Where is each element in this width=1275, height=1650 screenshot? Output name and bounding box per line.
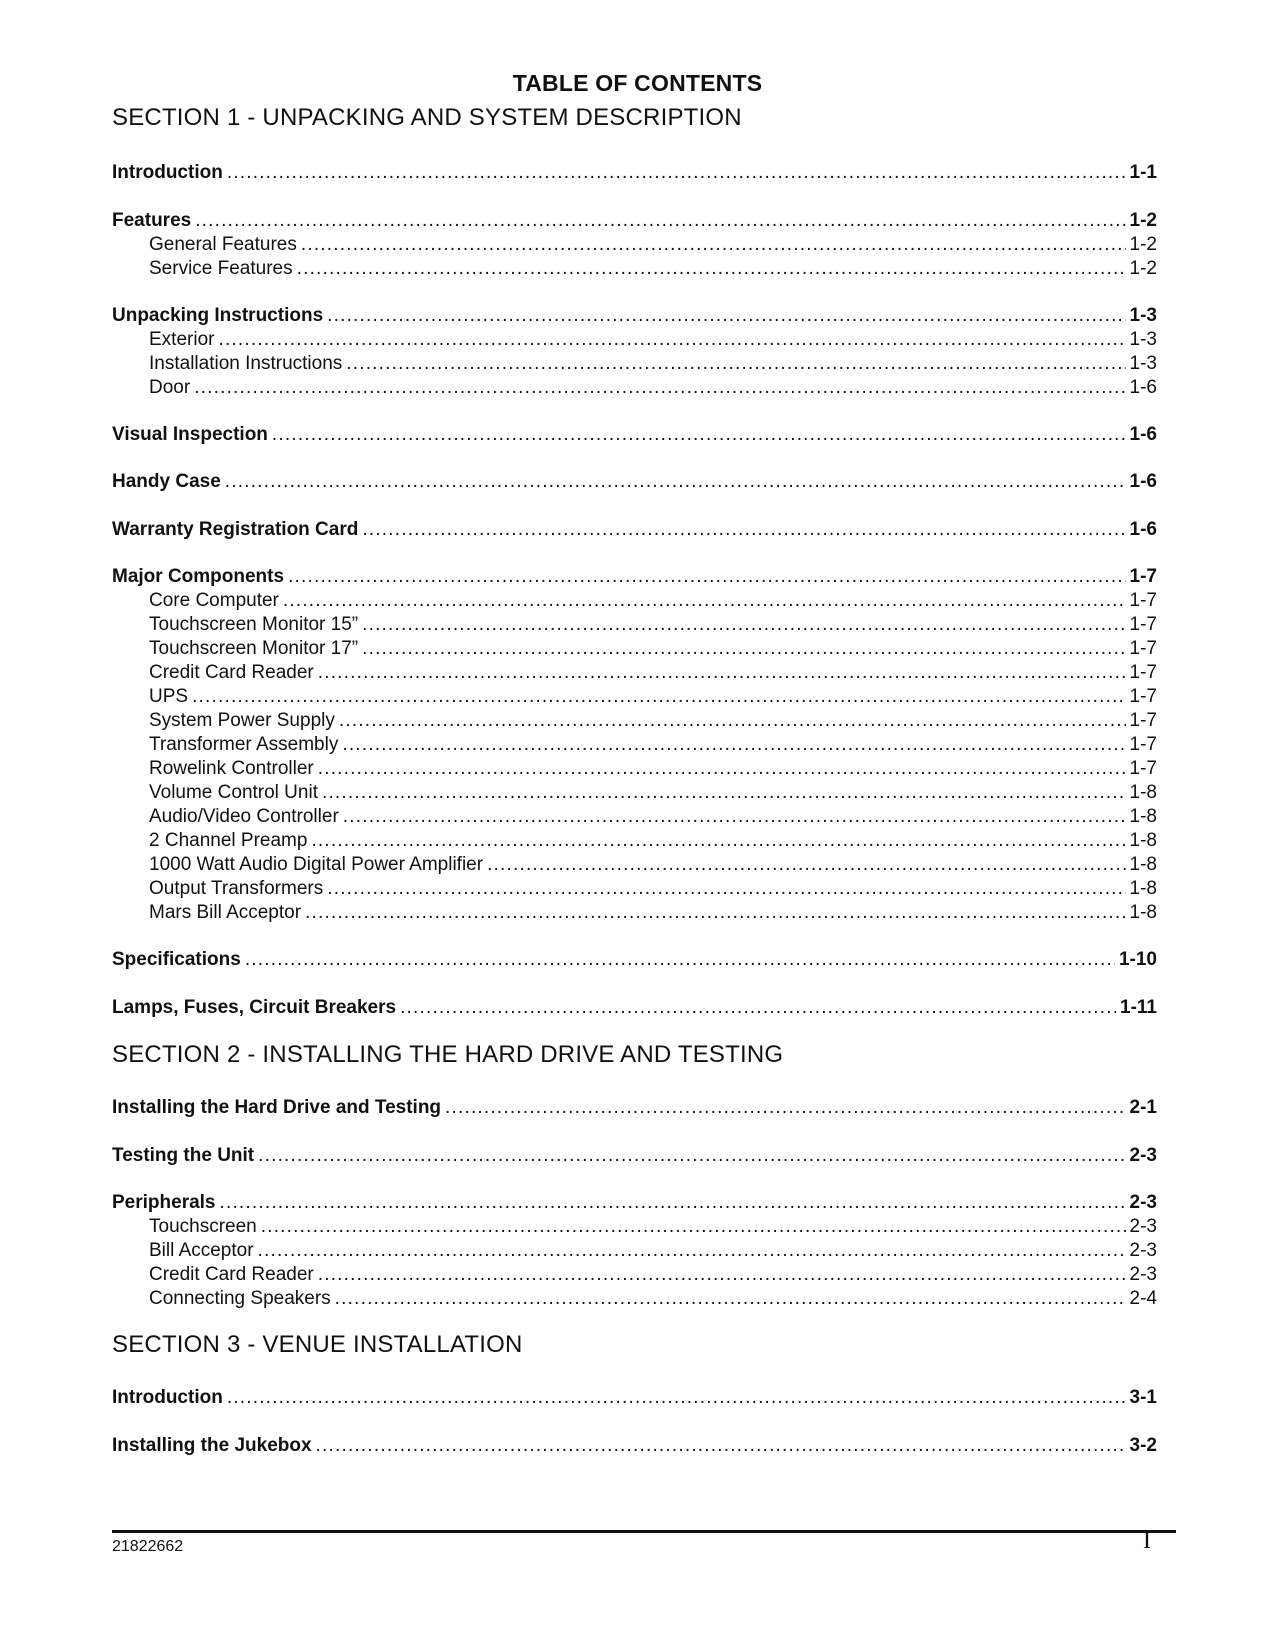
toc-subentry-power-amplifier[interactable] [149,853,1157,877]
dot-leader [322,781,1126,805]
dot-leader [327,877,1125,901]
toc-entry-page: 1-7 [1129,566,1157,587]
toc-entry-page: 1-8 [1129,878,1157,899]
toc-entry-page: 2-1 [1129,1097,1157,1118]
dot-leader [227,1386,1126,1410]
dot-leader [339,709,1126,733]
toc-entry-features[interactable] [112,209,1157,233]
toc-entry-page: 1-8 [1129,854,1157,875]
toc-entry-label: Warranty Registration Card [112,519,359,540]
toc-entry-major-components[interactable] [112,565,1157,589]
toc-entry-page: 1-2 [1129,234,1157,255]
dot-leader [362,518,1125,542]
toc-entry-introduction[interactable] [112,161,1157,185]
toc-entry-page: 1-6 [1129,377,1157,398]
toc-entry-installing-the-jukebox[interactable] [112,1434,1157,1458]
footer-document-number: 21822662 [112,1538,184,1555]
toc-entry-page: 1-7 [1129,590,1157,611]
toc-entry-label: Touchscreen Monitor 17” [149,638,359,659]
toc-subentry-touchscreen[interactable] [149,1215,1157,1239]
toc-subentry-bill-acceptor[interactable] [149,1239,1157,1263]
toc-subentry-ups[interactable] [149,685,1157,709]
dot-leader [318,661,1126,685]
toc-entry-specifications[interactable] [112,948,1157,972]
dot-leader [400,996,1116,1020]
toc-entry-label: Rowelink Controller [149,758,314,779]
toc-entry-page: 1-7 [1129,662,1157,683]
toc-entry-page: 1-11 [1120,997,1157,1018]
dot-leader [192,685,1125,709]
toc-entry-page: 1-7 [1129,710,1157,731]
toc-entry-label: Credit Card Reader [149,1264,314,1285]
toc-entry-label: General Features [149,234,297,255]
toc-subentry-connecting-speakers[interactable] [149,1287,1157,1311]
toc-entry-page: 1-2 [1129,258,1157,279]
toc-entry-label: 2 Channel Preamp [149,830,308,851]
section-1-heading: SECTION 1 - UNPACKING AND SYSTEM DESCRIPTION [112,104,742,131]
toc-entry-page: 1-3 [1129,353,1157,374]
toc-entry-label: Door [149,377,191,398]
toc-entry-label: Handy Case [112,471,221,492]
toc-entry-label: Service Features [149,258,293,279]
toc-subentry-installation-instructions[interactable] [149,352,1157,376]
toc-entry-label: Touchscreen Monitor 15” [149,614,359,635]
dot-leader [362,637,1125,661]
toc-entry-label: Unpacking Instructions [112,305,324,326]
section-2-heading: SECTION 2 - INSTALLING THE HARD DRIVE AND TESTING [112,1041,784,1068]
toc-entry-page: 1-6 [1129,471,1157,492]
toc-entry-page: 2-4 [1129,1288,1157,1309]
toc-entry-page: 2-3 [1129,1264,1157,1285]
toc-entry-page: 1-1 [1129,162,1157,183]
dot-leader [261,1215,1126,1239]
dot-leader [362,613,1125,637]
dot-leader [272,423,1126,447]
document-title: TABLE OF CONTENTS [512,70,763,96]
dot-leader [297,257,1126,281]
toc-entry-page: 1-7 [1129,638,1157,659]
dot-leader [283,589,1126,613]
toc-entry-label: Visual Inspection [112,424,268,445]
toc-entry-label: Exterior [149,329,215,350]
dot-leader [318,1263,1126,1287]
dot-leader [258,1144,1125,1168]
dot-leader [487,853,1125,877]
toc-entry-label: Core Computer [149,590,279,611]
toc-entry-label: Introduction [112,162,223,183]
toc-entry-label: Major Components [112,566,285,587]
dot-leader [342,733,1125,757]
toc-entry-label: Features [112,210,192,231]
toc-entry-unpacking-instructions[interactable] [112,304,1157,328]
dot-leader [301,233,1126,257]
toc-entry-label: Peripherals [112,1192,216,1213]
toc-entry-warranty-registration-card[interactable] [112,518,1157,542]
toc-entry-page: 1-8 [1129,902,1157,923]
toc-entry-label: Installing the Jukebox [112,1435,312,1456]
toc-subentry-2-channel-preamp[interactable] [149,829,1157,853]
toc-subentry-rowelink-controller[interactable] [149,757,1157,781]
dot-leader [194,376,1125,400]
toc-entry-page: 2-3 [1129,1240,1157,1261]
toc-subentry-touchscreen-monitor-17[interactable] [149,637,1157,661]
dot-leader [218,328,1125,352]
toc-entry-page: 1-8 [1129,830,1157,851]
toc-subentry-general-features[interactable] [149,233,1157,257]
dot-leader [318,757,1126,781]
toc-subentry-service-features[interactable] [149,257,1157,281]
dot-leader [305,901,1125,925]
toc-entry-label: Installation Instructions [149,353,343,374]
toc-subentry-exterior[interactable] [149,328,1157,352]
toc-subentry-volume-control-unit[interactable] [149,781,1157,805]
toc-entry-label: Touchscreen [149,1216,257,1237]
dot-leader [258,1239,1126,1263]
toc-entry-label: UPS [149,686,189,707]
toc-entry-visual-inspection[interactable] [112,423,1157,447]
toc-entry-label: Installing the Hard Drive and Testing [112,1097,442,1118]
toc-entry-handy-case[interactable] [112,470,1157,494]
dot-leader [327,304,1125,328]
toc-entry-page: 1-7 [1129,686,1157,707]
dot-leader [245,948,1115,972]
dot-leader [220,1191,1126,1215]
dot-leader [288,565,1125,589]
toc-entry-page: 1-7 [1129,758,1157,779]
toc-subentry-system-power-supply[interactable] [149,709,1157,733]
toc-entry-page: 1-3 [1129,305,1157,326]
toc-entry-testing-the-unit[interactable] [112,1144,1157,1168]
footer-rule [112,1530,1176,1533]
dot-leader [225,470,1126,494]
toc-entry-label: Introduction [112,1387,223,1408]
dot-leader [316,1434,1126,1458]
dot-leader [311,829,1125,853]
toc-subentry-output-transformers[interactable] [149,877,1157,901]
toc-entry-page: 3-1 [1129,1387,1157,1408]
toc-entry-page: 3-2 [1129,1435,1157,1456]
toc-entry-peripherals[interactable] [112,1191,1157,1215]
toc-entry-label: Lamps, Fuses, Circuit Breakers [112,997,397,1018]
toc-entry-page: 2-3 [1129,1145,1157,1166]
toc-entry-page: 1-2 [1129,210,1157,231]
toc-entry-page: 1-3 [1129,329,1157,350]
toc-subentry-mars-bill-acceptor[interactable] [149,901,1157,925]
toc-subentry-core-computer[interactable] [149,589,1157,613]
toc-entry-label: Credit Card Reader [149,662,314,683]
toc-entry-label: Bill Acceptor [149,1240,254,1261]
dot-leader [335,1287,1126,1311]
toc-entry-lamps-fuses-circuit-breakers[interactable] [112,996,1157,1020]
toc-entry-page: 1-6 [1129,519,1157,540]
toc-subentry-credit-card-reader[interactable] [149,661,1157,685]
footer-page-number: I [1143,1528,1151,1554]
toc-subentry-credit-card-reader-2[interactable] [149,1263,1157,1287]
section-3-heading: SECTION 3 - VENUE INSTALLATION [112,1331,523,1358]
toc-entry-page: 1-7 [1129,734,1157,755]
dot-leader [227,161,1126,185]
toc-entry-introduction-venue[interactable] [112,1386,1157,1410]
toc-entry-label: 1000 Watt Audio Digital Power Amplifier [149,854,484,875]
toc-subentry-door[interactable] [149,376,1157,400]
toc-entry-page: 1-10 [1118,949,1157,970]
toc-subentry-audio-video-controller[interactable] [149,805,1157,829]
toc-entry-label: Transformer Assembly [149,734,339,755]
toc-entry-page: 1-6 [1129,424,1157,445]
toc-entry-installing-hard-drive[interactable] [112,1096,1157,1120]
toc-entry-page: 2-3 [1129,1192,1157,1213]
toc-entry-label: System Power Supply [149,710,335,731]
toc-entry-label: Volume Control Unit [149,782,318,803]
toc-entry-label: Output Transformers [149,878,324,899]
dot-leader [195,209,1125,233]
toc-entry-page: 1-7 [1129,614,1157,635]
toc-entry-label: Specifications [112,949,241,970]
toc-entry-label: Audio/Video Controller [149,806,339,827]
toc-entry-label: Mars Bill Acceptor [149,902,302,923]
toc-entry-page: 1-8 [1129,806,1157,827]
toc-subentry-transformer-assembly[interactable] [149,733,1157,757]
toc-subentry-touchscreen-monitor-15[interactable] [149,613,1157,637]
toc-entry-page: 2-3 [1129,1216,1157,1237]
toc-entry-page: 1-8 [1129,782,1157,803]
toc-entry-label: Testing the Unit [112,1145,255,1166]
toc-entry-label: Connecting Speakers [149,1288,331,1309]
dot-leader [346,352,1125,376]
dot-leader [343,805,1126,829]
dot-leader [445,1096,1126,1120]
